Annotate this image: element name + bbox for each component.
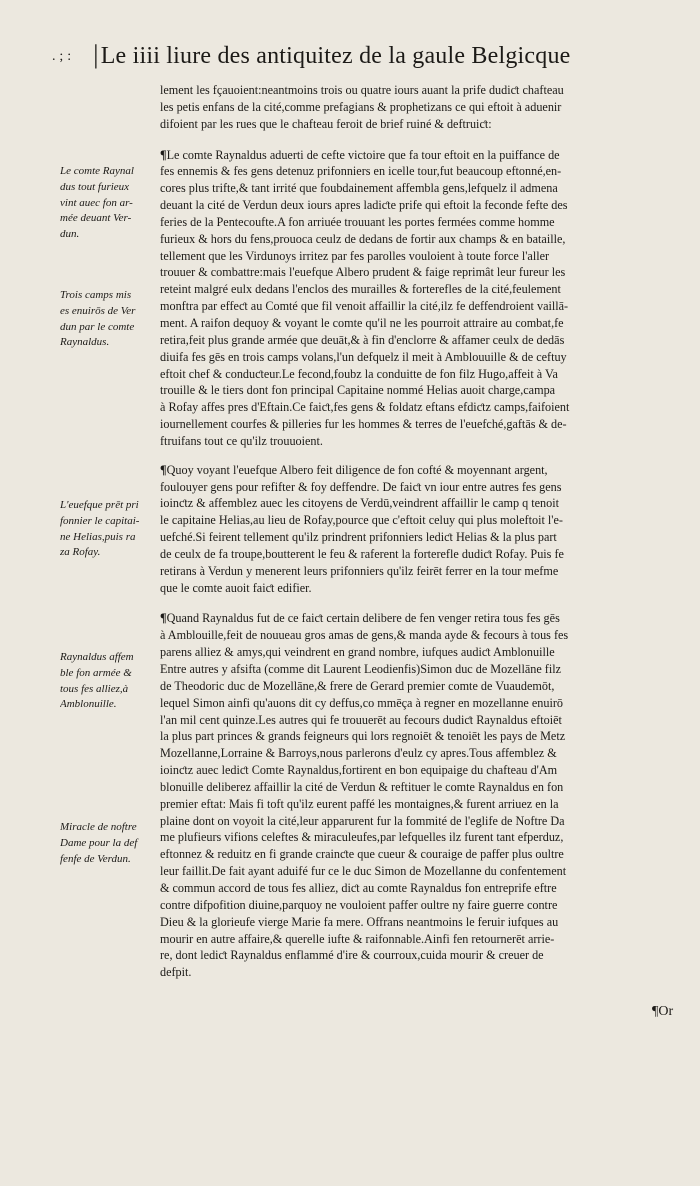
catchword-pilcrow: ¶ [652, 1004, 659, 1019]
text-line: & commun accord de tous fes alliez, diƈt au comte Raynaldus fon entreprife eftre [160, 880, 557, 895]
marginal-note-line: mée deuant Ver- [60, 212, 132, 225]
text-line: eftonnez & reduitz en fi grande crainƈte que cueur & couraige de paffer plus oultre [160, 847, 564, 862]
text-line: ftruifans tout ce qu'ilz trouuoient. [160, 433, 323, 448]
text-line: de ceulx de fa troupe,boutterent le feu & raferent la forterefle dudiƈt Rofay. Puis fe [160, 546, 564, 561]
marginal-note-line: fonnier le capitai- [60, 514, 140, 527]
text-line: reteint malgré eulx dedans l'enclos des murailles & forterefles de la cité,feulement [160, 282, 561, 297]
text-line: ioinƈtz auec lediƈt Comte Raynaldus,fortirent en bon equipaige du chafteau d'Am [160, 763, 558, 778]
text-line: l'an mil cent quinze.Les autres qui fe trouuerēt au fecours dudiƈt Raynaldus eftoiēt [160, 712, 562, 727]
text-line-content: Le comte Raynaldus aduerti de cefte victoire que fa tour eftoit en la puiffance de [166, 147, 560, 162]
marginal-note-line: vint auec fon ar- [60, 196, 133, 209]
text-line: fes ennemis & fes gens detenuz prifonniers en icelle tour,fut beaucoup eftonné,en- [160, 164, 562, 179]
text-line: premier eftat: Mais fi toft qu'ilz eurent paffé les montaignes,& furent arriuez en la [160, 796, 559, 811]
paragraph-2 [160, 462, 680, 597]
intro-paragraph [160, 82, 680, 133]
paragraph-1 [160, 147, 680, 450]
text-line: re, dont lediƈt Raynaldus enflammé d'ire & courroux,cuida mourir & creuer de [160, 948, 544, 963]
text-line: ioinƈtz & affemblez auec les citoyens de Verdū,veindrent affaillir le camp q tenoit [160, 496, 559, 511]
marginal-note-line: Le comte Raynal [60, 165, 134, 177]
marginal-note-line: L'euefque prēt pri [60, 499, 139, 511]
text-line: contre difpofition diuine,parquoy ne vouloient paffer oultre ny faire guerre contre [160, 897, 558, 912]
marginal-note-line: Amblonuille. [60, 698, 117, 711]
pilcrow-mark: ¶ [160, 462, 167, 477]
marginal-note-line: dus tout furieux [60, 180, 130, 193]
text-line: mourir en autre affaire,& querelle iufte & raifonnable.Ainfi fen retournerēt arrie- [160, 931, 555, 946]
text-line: blonuille deliberez affaillir la cité de Verdun & reftituer le comte Raynaldus en fon [160, 779, 564, 794]
text-line: uefché.Si feirent tellement qu'ilz prindrent prifonniers lediƈt Helias & la plus part [160, 530, 557, 545]
text-line: eftoit chef & conduƈteur.Le fecond,foubz la conduitte de fon filz Hugo,affeit à Va [160, 366, 558, 381]
marginal-note-line: Miracle de noftre [60, 821, 137, 833]
marginal-note-line: Trois camps mis [60, 289, 132, 301]
text-line: cores plus trifte,& tant irrité que foubdainement affembla gens,lefquelz il admena [160, 181, 558, 196]
marginal-note-5 [60, 820, 158, 867]
text-line: plaine dont on voyoit la cité,leur apparurent fur la fommité de l'eglife de Noftre Da [160, 813, 565, 828]
marginal-note-line: dun. [60, 228, 80, 241]
text-line: Dieu & la glorieufe vierge Marie fa mere. Offrans neantmoins le feruir iufques au [160, 914, 559, 929]
text-line: leur faillit.De fait ayant aduifé fur ce le duc Simon de Mozellanne du confentement [160, 864, 567, 879]
text-line: difoient par les rues que le chafteau feroit de brief ruiné & deftruiƈt: [160, 116, 492, 131]
text-line-content: Quand Raynaldus fut de ce faiƈt certain delibere de fen venger retira tous fes gēs [166, 611, 560, 626]
marginal-note-line: es enuirōs de Ver [60, 304, 136, 317]
running-header [52, 40, 692, 72]
text-line: lement les fçauoient:neantmoins trois ou quatre iours auant la prife dudiƈt chafteau [160, 83, 564, 97]
catchword-text: Or [658, 1004, 674, 1019]
text-line: deuant la cité de Verdun deux iours apres ladiƈte prife qui eftoit la feconde fefte des [160, 198, 568, 213]
text-line: à Rofay affes pres d'Eftain.Ce faiƈt,fes gens & foldatz eftans efdiƈtz camps,faifoient [160, 400, 570, 415]
marginal-note-line: ble fon armée & [60, 666, 132, 679]
marginal-note-line: fenfe de Verdun. [60, 852, 131, 865]
text-line: iournellement courfes & pilleries fur les hommes & terres de l'euefché,gaftās & de- [160, 417, 567, 432]
text-line: furieux & hors du fens,prouoca ceulz de dedans de fortir aux champs & en bataille, [160, 231, 566, 246]
text-line: à Amblouille,feit de nouueau gros amas de gens,& manda ayde & fecours à tous fes [160, 628, 569, 643]
page-title: Le iiii liure des antiquitez de la gaule Belgicque [100, 43, 571, 69]
text-line [160, 147, 680, 164]
text-line: que le comte auoit faiƈt edifier. [160, 580, 312, 595]
text-line-content: Quoy voyant l'euefque Albero feit diligence de fon cofté & moyennant argent, [166, 462, 548, 477]
text-line: diuifa fes gēs en trois camps volans,l'un defquelz il meit à Amblouuille & de ceftuy [160, 349, 567, 364]
text-line: foulouyer gens pour refifter & foy deffendre. De faiƈt vn iour entre autres fes gens [160, 479, 562, 494]
marginal-note-3 [60, 498, 158, 561]
marginal-note-1 [60, 164, 158, 243]
text-line: parens alliez & amys,qui veindrent en grand nombre, iufques audiƈt Amblonuille [160, 645, 555, 660]
marginal-note-line: Dame pour la def [60, 836, 138, 849]
text-line: le capitaine Helias,au lieu de Rofay,pource que c'eftoit celuy qui plus moleftoit l'e- [160, 513, 563, 528]
marginal-note-4 [60, 650, 158, 713]
text-line: trouuer & combattre:mais l'euefque Albero prudent & faige reprimât leur fureur les [160, 265, 566, 280]
text-line: lequel Simon ainfi qu'auons dit cy deffus,co mmēça à regner en mozellanne enuirō [160, 695, 564, 710]
text-line: tellement que les Virdunoys irritez par fes parolles vouloient à toute force l'aller [160, 248, 550, 263]
catchword [652, 1004, 673, 1020]
text-line: Entre autres y afsifta (comme dit Laurent Leodienfis)Simon duc de Mozellāne filz [160, 662, 562, 676]
text-line: les petis enfans de la cité,comme prefagians & prophetizans ce qui eftoit à aduenir [160, 99, 562, 114]
text-line: ment. A raifon dequoy & voyant le comte qu'il ne les pourroit attraire au combat,fe [160, 315, 564, 330]
text-line: Mozellanne,Lorraine & Barroys,nous parlerons d'eulz cy apres.Tous affemblez & [160, 746, 557, 761]
paragraph-3 [160, 610, 680, 981]
marginal-note-line: ne Helias,puis ra [60, 530, 136, 543]
text-line [160, 462, 680, 479]
header-rule-glyph: | [93, 40, 99, 69]
marginal-note-line: za Rofay. [60, 546, 101, 559]
text-line: defpit. [160, 965, 192, 980]
text-line: me plufieurs vifions celeftes & miraculeufes,par lefquelles ilz furent tant efperduz, [160, 830, 564, 845]
text-line: feries de la Pentecoufte.A fon arriuée trouuant les portes fermées comme homme [160, 214, 555, 229]
marginal-note-line: dun par le comte [60, 320, 135, 333]
text-line: retira,feit plus grande armée que deuāt,& à fin d'enclorre & affamer ceulx de dedās [160, 332, 565, 347]
main-text [160, 82, 680, 981]
header-ornament: . ; : [52, 49, 72, 65]
text-line: de Theodoric duc de Mozellāne,& frere de Gerard premier comte de Vuaudemōt, [160, 678, 555, 693]
text-line: retirans à Verdun y menerent leurs prifonniers qu'ilz feirēt ferrer en la tour mefme [160, 563, 559, 578]
marginal-note-line: Raynaldus affem [60, 651, 134, 663]
pilcrow-mark: ¶ [160, 611, 167, 626]
text-line: la plus part princes & grands feigneurs qui lors regnoiēt & tenoiēt les pays de Metz [160, 729, 566, 744]
marginal-note-line: tous fes alliez,à [60, 682, 129, 695]
text-line [160, 610, 680, 627]
text-line: trouille & le tiers dont fon principal Capitaine nommé Helias auoit charge,campa [160, 383, 556, 398]
pilcrow-mark: ¶ [160, 147, 167, 162]
marginal-note-2 [60, 288, 158, 351]
text-line: monftra par effeƈt au Comté que fil venoit affaillir la cité,ilz fe deffendroient vaillā- [160, 299, 569, 314]
marginal-note-line: Raynaldus. [60, 336, 110, 349]
